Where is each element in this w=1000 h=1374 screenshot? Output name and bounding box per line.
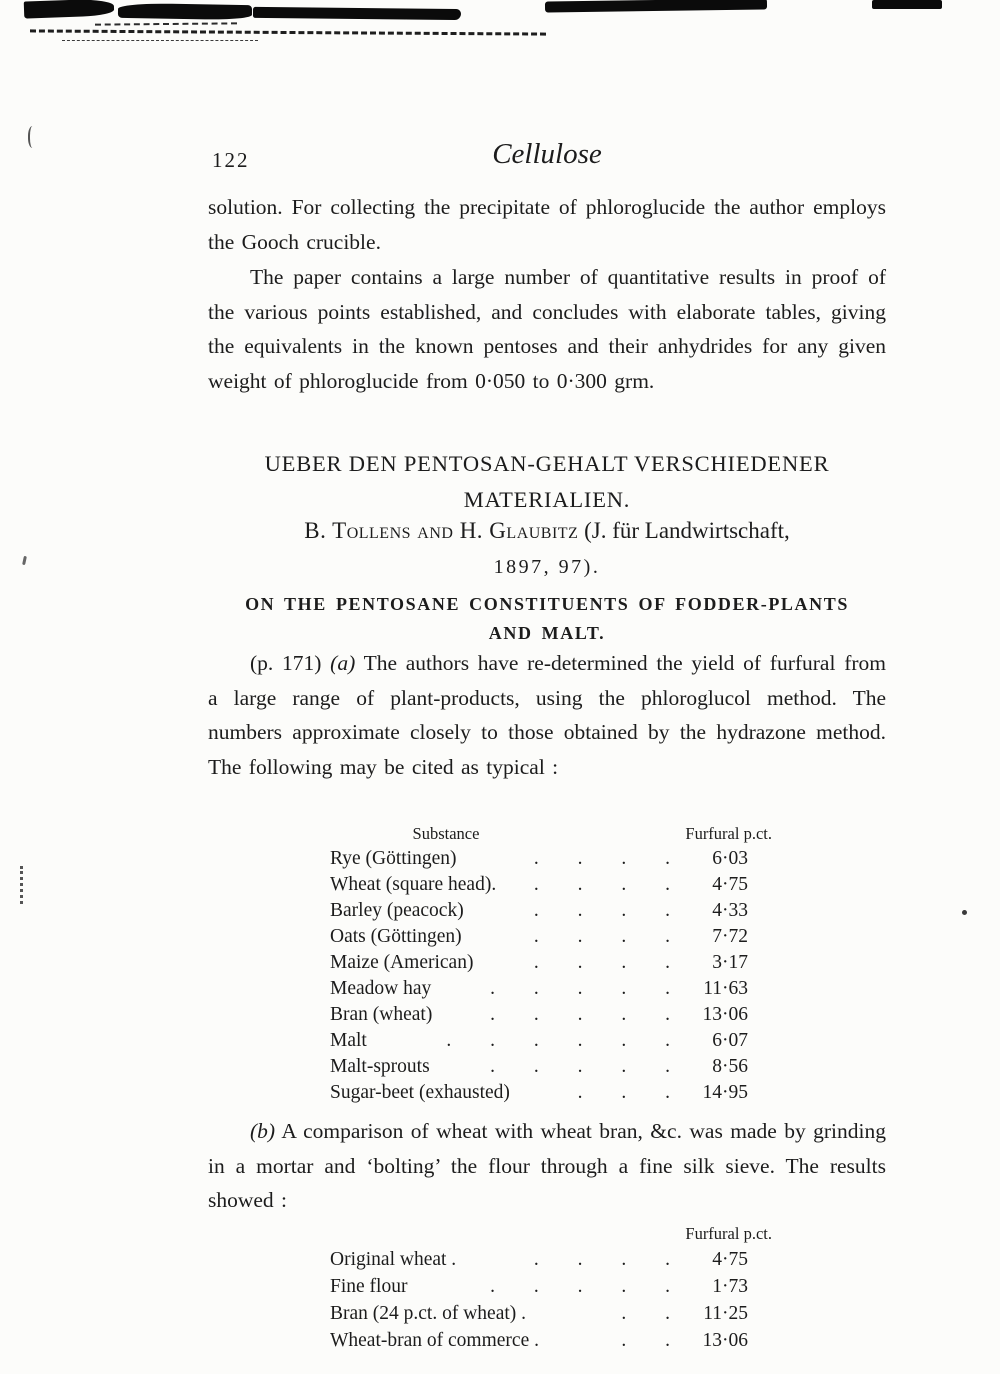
furfural-value: 7·72 <box>712 926 748 947</box>
scan-artifact-speck <box>962 910 967 915</box>
section-b-label: (b) <box>250 1119 276 1143</box>
section-a-text: The authors have re-determined the yield of furfural from a large range of plant-products, using the phloroglucol method. The numbers approximate closely to those obtained by the hydrazone method. The following may be cited as typical : <box>208 651 886 779</box>
leader-dots: . . . . <box>533 1249 670 1270</box>
article-subtitle <box>208 590 886 648</box>
furfural-value: 4·75 <box>712 1249 748 1270</box>
leader-dots: . . . . . <box>490 1004 670 1025</box>
table-header-row <box>330 1222 772 1246</box>
furfural-value: 13·06 <box>702 1330 748 1351</box>
page-text-area <box>208 138 886 1374</box>
article-title-line2: MATERIALIEN. <box>463 487 631 512</box>
substance-label: Barley (peacock) <box>330 900 464 921</box>
furfural-table-1 <box>330 822 772 1106</box>
article-title-line1: UEBER DEN PENTOSAN-GEHALT VERSCHIEDENER <box>264 451 830 476</box>
paragraph-continuation: solution. For collecting the precipitate of phloroglucide the author employs the Gooch crucible. <box>208 195 886 254</box>
section-b-text: A comparison of wheat with wheat bran, &c. was made by grinding in a mortar and ‘bolting’ the flour through a fine silk sieve. The results showed : <box>208 1119 886 1212</box>
substance-label: Malt <box>330 1030 367 1051</box>
scan-artifact-top-blob <box>118 3 252 20</box>
substance-label: Malt-sprouts <box>330 1056 430 1077</box>
table-row <box>330 1080 772 1106</box>
leader-dots: . . . <box>577 1082 670 1103</box>
substance-label: Bran (24 p.ct. of wheat) . <box>330 1303 527 1324</box>
article-subtitle-line2: AND MALT. <box>488 623 606 643</box>
leader-dots: . . . . <box>533 848 670 869</box>
substance-column-header: Substance <box>412 824 480 843</box>
leader-dots: . . . . . <box>490 1056 670 1077</box>
substance-label: Maize (American) <box>330 952 474 973</box>
table-row <box>330 898 772 924</box>
furfural-column-header: Furfural p.ct. <box>685 1224 772 1243</box>
paragraph-section-b <box>208 1114 886 1218</box>
scan-artifact-margin-mark <box>20 866 23 904</box>
scan-artifact-top-right-bar <box>872 0 942 9</box>
furfural-table-2 <box>330 1222 772 1354</box>
page-number: 122 <box>212 148 250 172</box>
furfural-value: 8·56 <box>712 1056 748 1077</box>
furfural-value: 11·25 <box>703 1303 748 1324</box>
leader-dots: . . <box>621 1303 670 1324</box>
leader-dots: . . . . <box>533 926 670 947</box>
scan-artifact-dashed-line <box>62 40 258 41</box>
table-row <box>330 1273 772 1300</box>
substance-label: Meadow hay <box>330 978 432 999</box>
leader-dots: . . . . . <box>490 1276 670 1297</box>
table-row <box>330 1002 772 1028</box>
paragraph-section-a <box>208 646 886 784</box>
substance-label: Rye (Göttingen) <box>330 848 457 869</box>
article-subtitle-line1: ON THE PENTOSANE CONSTITUENTS OF FODDER-PLANTS <box>245 594 849 614</box>
journal-reference: (J. für Landwirtschaft, <box>578 518 790 543</box>
table-row <box>330 872 772 898</box>
scan-artifact-margin-mark <box>28 126 37 148</box>
scan-artifact-top-bar <box>545 0 767 13</box>
table-row <box>330 846 772 872</box>
substance-label: Wheat (square head). <box>330 874 497 895</box>
leader-dots: . . . . <box>533 952 670 973</box>
furfural-value: 6·03 <box>712 848 748 869</box>
table-row <box>330 950 772 976</box>
furfural-column-header: Furfural p.ct. <box>685 824 772 843</box>
table-row <box>330 924 772 950</box>
citation-year: 1897, 97). <box>493 556 601 578</box>
substance-label: Fine flour <box>330 1276 408 1297</box>
authors-line <box>208 518 886 544</box>
scan-artifact-top-left-blob <box>24 0 115 19</box>
table-row <box>330 1300 772 1327</box>
furfural-value: 1·73 <box>712 1276 748 1297</box>
article-title <box>178 446 916 518</box>
substance-label: Sugar-beet (exhausted) <box>330 1082 510 1103</box>
furfural-value: 11·63 <box>703 978 748 999</box>
empty-header-cell <box>330 1222 562 1246</box>
table-row <box>330 1054 772 1080</box>
scan-artifact-dashed-line <box>95 22 237 25</box>
table-header-row <box>330 822 772 846</box>
scan-artifact-top-bar <box>253 7 461 20</box>
furfural-value: 3·17 <box>712 952 748 973</box>
leader-dots: . . . . <box>533 900 670 921</box>
substance-label: Bran (wheat) <box>330 1004 433 1025</box>
substance-label: Original wheat . <box>330 1249 457 1270</box>
table-row <box>330 1246 772 1273</box>
leader-dots: . . . . . <box>490 978 670 999</box>
table-row <box>330 1327 772 1354</box>
author-names: B. Tollens and H. Glaubitz <box>304 518 579 543</box>
furfural-value: 6·07 <box>712 1030 748 1051</box>
table-row <box>330 1028 772 1054</box>
scan-artifact-dashed-line <box>30 29 546 35</box>
section-a-label: (a) <box>330 651 356 675</box>
furfural-value: 13·06 <box>702 1004 748 1025</box>
leader-dots: . . <box>621 1330 670 1351</box>
scan-artifact-margin-mark <box>22 556 27 565</box>
leader-dots: . . . . <box>533 874 670 895</box>
table-row <box>330 976 772 1002</box>
furfural-value: 4·33 <box>712 900 748 921</box>
furfural-value: 14·95 <box>702 1082 748 1103</box>
page-header <box>208 138 886 182</box>
running-head-title: Cellulose <box>492 138 602 170</box>
leader-dots: . . . . . . <box>446 1030 670 1051</box>
substance-label: Wheat-bran of commerce . <box>330 1330 539 1351</box>
page-ref: (p. 171) <box>250 651 331 675</box>
paragraph: The paper contains a large number of quantitative results in proof of the various points established, and concludes with elaborate tables, giving the equivalents in the known pentoses and their anhydrides for any given weight of phloroglucide from 0·050 to 0·300 grm. <box>208 265 886 393</box>
substance-label: Oats (Göttingen) <box>330 926 462 947</box>
furfural-value: 4·75 <box>712 874 748 895</box>
